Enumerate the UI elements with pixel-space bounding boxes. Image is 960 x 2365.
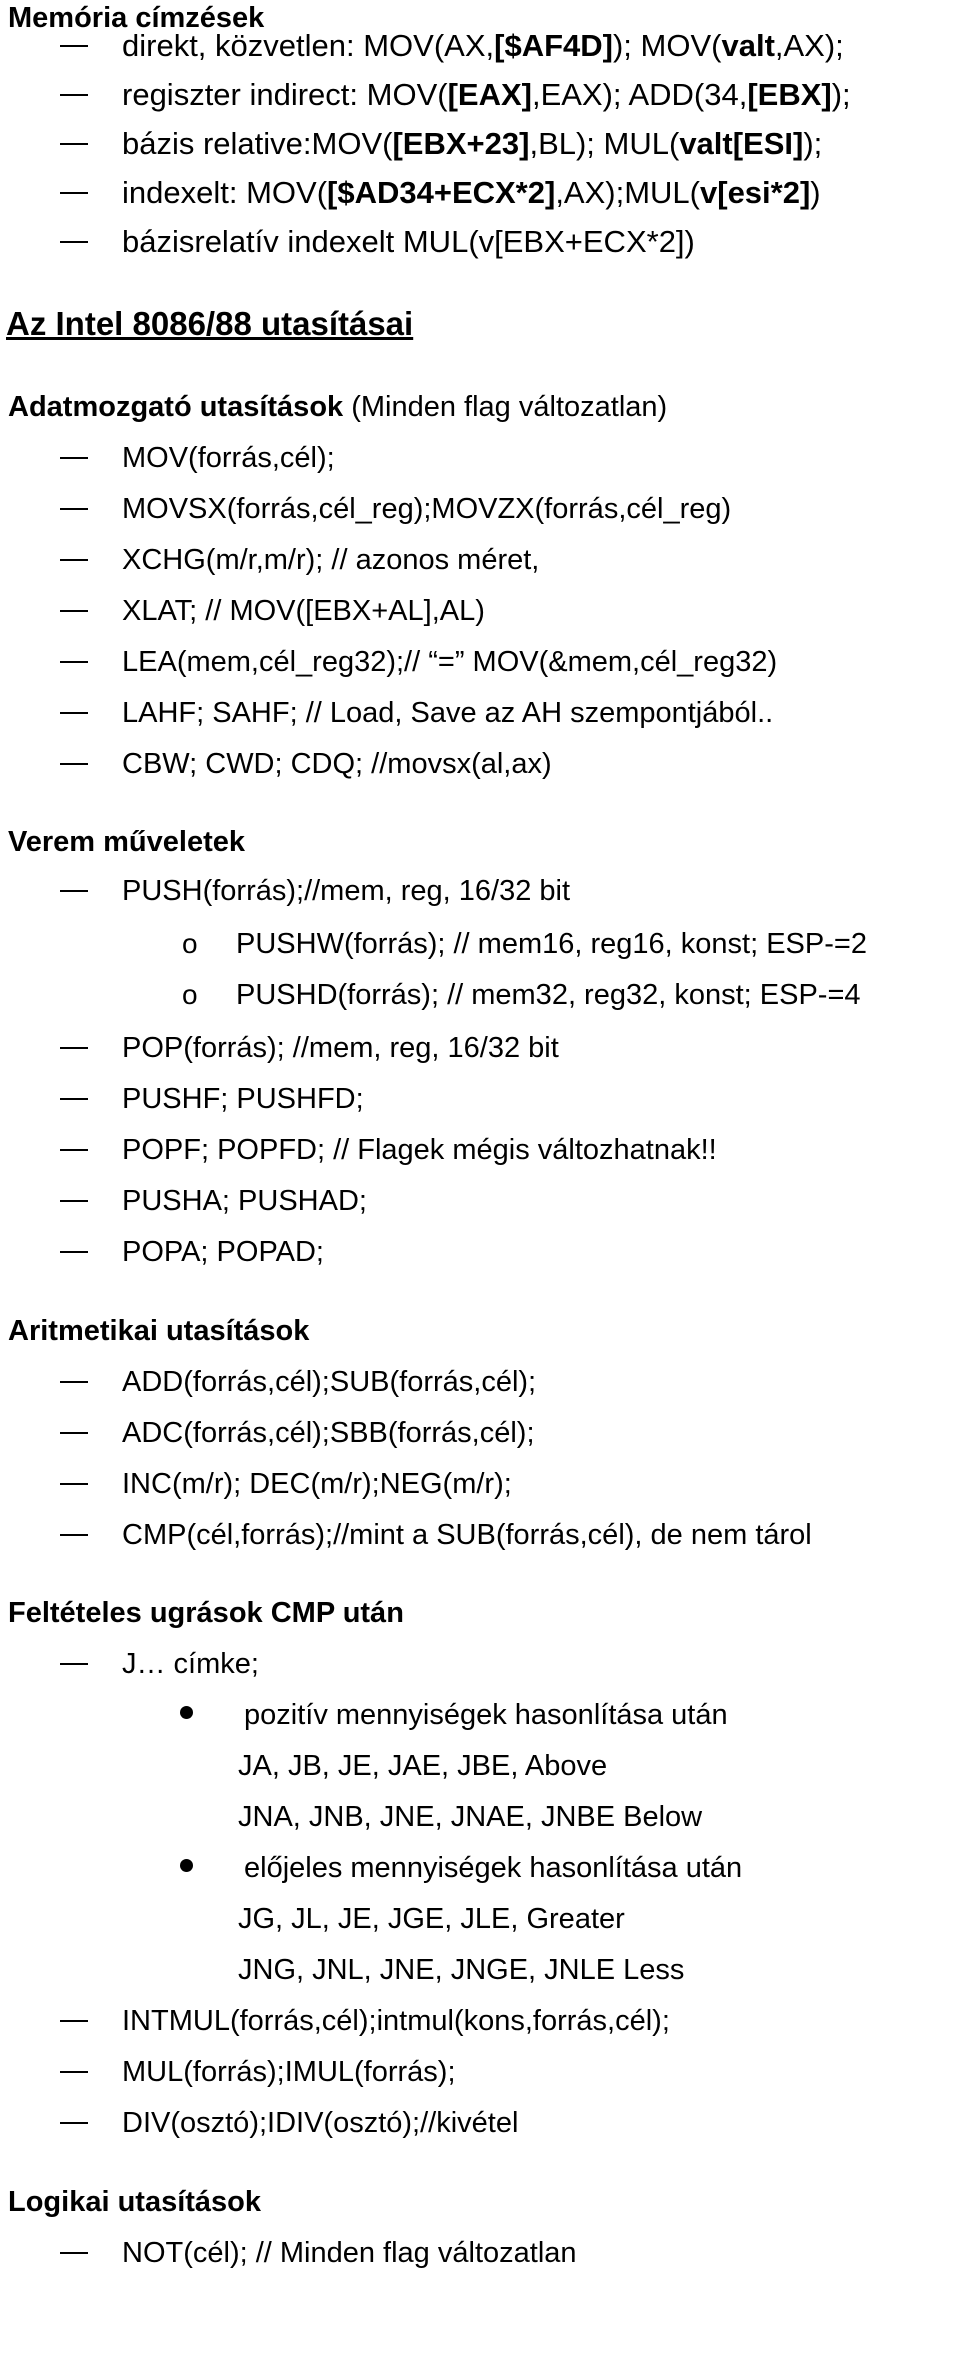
felteteles-item-2: MUL(forrás);IMUL(forrás); (122, 2056, 456, 2088)
list-item (0, 740, 960, 788)
continuation-line (0, 1895, 960, 1943)
text-segment: ); (803, 126, 823, 161)
aritmetikai-item-2: ADC(forrás,cél);SBB(forrás,cél); (122, 1417, 535, 1449)
continuation-line (0, 1742, 960, 1790)
bold-segment: [$AF4D] (494, 28, 613, 63)
adatmozgato-item-3: XCHG(m/r,m/r); // azonos méret, (122, 544, 540, 576)
dash-marker (60, 1534, 88, 1536)
felteteles-greater: JG, JL, JE, JGE, JLE, Greater (238, 1903, 625, 1935)
verem-item-2: PUSHF; PUSHFD; (122, 1083, 364, 1115)
aritmetikai-item-4: CMP(cél,forrás);//mint a SUB(forrás,cél), de nem tárol (122, 1519, 812, 1551)
list-item (0, 485, 960, 533)
dash-marker (60, 192, 88, 194)
list-item (0, 1075, 960, 1123)
text-segment: ,AX);MUL( (555, 175, 700, 210)
felteteles-less: JNG, JNL, JNE, JNGE, JNLE Less (238, 1954, 685, 1986)
section-title-memoria: Memória címzések (8, 2, 265, 34)
dash-marker (60, 2122, 88, 2124)
list-item (0, 2048, 960, 2096)
verem-sub-1: PUSHW(forrás); // mem16, reg16, konst; ESP-=2 (236, 928, 867, 960)
dash-marker (60, 241, 88, 243)
memoria-item-1 (122, 22, 844, 70)
aritmetikai-item-1: ADD(forrás,cél);SUB(forrás,cél); (122, 1366, 537, 1398)
text-segment: ) (810, 175, 821, 210)
felteteles-bullet-2: előjeles mennyiségek hasonlítása után (244, 1852, 743, 1884)
list-item (0, 22, 960, 70)
verem-sub-2: PUSHD(forrás); // mem32, reg32, konst; ESP-=4 (236, 979, 861, 1011)
adatmozgato-title-bold: Adatmozgató utasítások (8, 391, 344, 423)
dash-marker (60, 1149, 88, 1151)
text-segment: indexelt: MOV( (122, 175, 328, 210)
circle-marker: o (182, 979, 198, 1010)
bold-segment: [EBX+23] (392, 126, 530, 161)
felteteles-above: JA, JB, JE, JAE, JBE, Above (238, 1750, 608, 1782)
adatmozgato-item-7: CBW; CWD; CDQ; //movsx(al,ax) (122, 748, 552, 780)
dash-marker (60, 1251, 88, 1253)
felteteles-below: JNA, JNB, JNE, JNAE, JNBE Below (238, 1801, 703, 1833)
list-item (0, 1997, 960, 2045)
text-segment: ,AX); (774, 28, 844, 63)
memoria-item-5 (122, 218, 695, 266)
list-item (0, 536, 960, 584)
logikai-item-1: NOT(cél); // Minden flag változatlan (122, 2237, 577, 2269)
list-item (0, 1177, 960, 1225)
bold-segment: valt (721, 28, 775, 63)
list-item (0, 1460, 960, 1508)
dash-marker (60, 1200, 88, 1202)
dash-marker (60, 2252, 88, 2254)
memoria-item-2 (122, 71, 851, 119)
continuation-line (0, 1793, 960, 1841)
text-segment: ,BL); MUL( (529, 126, 680, 161)
text-segment: bázis relative:MOV( (122, 126, 393, 161)
section-title-logikai: Logikai utasítások (8, 2186, 262, 2218)
sub-list-item (0, 971, 960, 1019)
text-segment: ,EAX); ADD(34, (531, 77, 748, 112)
adatmozgato-item-1: MOV(forrás,cél); (122, 442, 335, 474)
text-segment: bázisrelatív indexelt MUL(v[EBX+ECX*2]) (122, 224, 695, 259)
verem-item-4: PUSHA; PUSHAD; (122, 1185, 367, 1217)
list-item (0, 1511, 960, 1559)
dash-marker (60, 890, 88, 892)
adatmozgato-item-2: MOVSX(forrás,cél_reg);MOVZX(forrás,cél_reg) (122, 493, 732, 525)
list-item (0, 2229, 960, 2277)
dash-marker (60, 457, 88, 459)
list-item (0, 218, 960, 266)
aritmetikai-item-3: INC(m/r); DEC(m/r);NEG(m/r); (122, 1468, 512, 1500)
list-item (0, 1126, 960, 1174)
verem-push: PUSH(forrás);//mem, reg, 16/32 bit (122, 875, 571, 907)
section-title-verem: Verem műveletek (8, 826, 245, 858)
list-item (0, 71, 960, 119)
dash-marker (60, 1432, 88, 1434)
bold-segment: [EBX] (747, 77, 832, 112)
list-item (0, 638, 960, 686)
memoria-item-3 (122, 120, 822, 168)
list-item (0, 169, 960, 217)
verem-item-1: POP(forrás); //mem, reg, 16/32 bit (122, 1032, 559, 1064)
dash-marker (60, 2020, 88, 2022)
verem-item-3: POPF; POPFD; // Flagek mégis változhatnak!! (122, 1134, 717, 1166)
list-item (0, 587, 960, 635)
bold-segment: valt[ESI] (679, 126, 804, 161)
dash-marker (60, 94, 88, 96)
text-segment: regiszter indirect: MOV( (122, 77, 448, 112)
bold-segment: [$AD34+ECX*2] (327, 175, 556, 210)
list-item (0, 1640, 960, 1688)
memoria-item-4 (122, 169, 821, 217)
dash-marker (60, 763, 88, 765)
dash-marker (60, 1663, 88, 1665)
dash-marker (60, 2071, 88, 2073)
dash-marker (60, 661, 88, 663)
text-segment: ); MOV( (612, 28, 722, 63)
adatmozgato-item-6: LAHF; SAHF; // Load, Save az AH szempontjából.. (122, 697, 774, 729)
bold-segment: v[esi*2] (700, 175, 811, 210)
bullet-marker (180, 1859, 193, 1872)
dash-marker (60, 610, 88, 612)
list-item (0, 689, 960, 737)
bullet-item (0, 1691, 960, 1739)
felteteles-bullet-1: pozitív mennyiségek hasonlítása után (244, 1699, 728, 1731)
dash-marker (60, 508, 88, 510)
list-item (0, 1409, 960, 1457)
dash-marker (60, 1381, 88, 1383)
adatmozgato-title-rest: (Minden flag változatlan) (343, 391, 668, 423)
text-segment: ); (831, 77, 851, 112)
list-item (0, 867, 960, 915)
dash-marker (60, 1047, 88, 1049)
section-title-felteteles: Feltételes ugrások CMP után (8, 1597, 404, 1629)
bullet-marker (180, 1706, 193, 1719)
bold-segment: [EAX] (447, 77, 532, 112)
dash-marker (60, 1483, 88, 1485)
dash-marker (60, 1098, 88, 1100)
felteteles-jump: J… címke; (122, 1648, 259, 1680)
page-heading-intel: Az Intel 8086/88 utasításai (6, 305, 414, 342)
list-item (0, 2099, 960, 2147)
circle-marker: o (182, 928, 198, 959)
list-item (0, 120, 960, 168)
dash-marker (60, 559, 88, 561)
list-item (0, 1358, 960, 1406)
bullet-item (0, 1844, 960, 1892)
verem-item-5: POPA; POPAD; (122, 1236, 324, 1268)
adatmozgato-item-5: LEA(mem,cél_reg32);// “=” MOV(&mem,cél_reg32) (122, 646, 778, 678)
sub-list-item (0, 920, 960, 968)
dash-marker (60, 712, 88, 714)
dash-marker (60, 45, 88, 47)
continuation-line (0, 1946, 960, 1994)
dash-marker (60, 143, 88, 145)
adatmozgato-item-4: XLAT; // MOV([EBX+AL],AL) (122, 595, 485, 627)
felteteles-item-3: DIV(osztó);IDIV(osztó);//kivétel (122, 2107, 519, 2139)
list-item (0, 1228, 960, 1276)
list-item (0, 434, 960, 482)
section-title-aritmetikai: Aritmetikai utasítások (8, 1315, 310, 1347)
text-segment: direkt, közvetlen: MOV(AX, (122, 28, 495, 63)
felteteles-item-1: INTMUL(forrás,cél);intmul(kons,forrás,cél); (122, 2005, 670, 2037)
section-title-adatmozgato (8, 383, 960, 431)
list-item (0, 1024, 960, 1072)
